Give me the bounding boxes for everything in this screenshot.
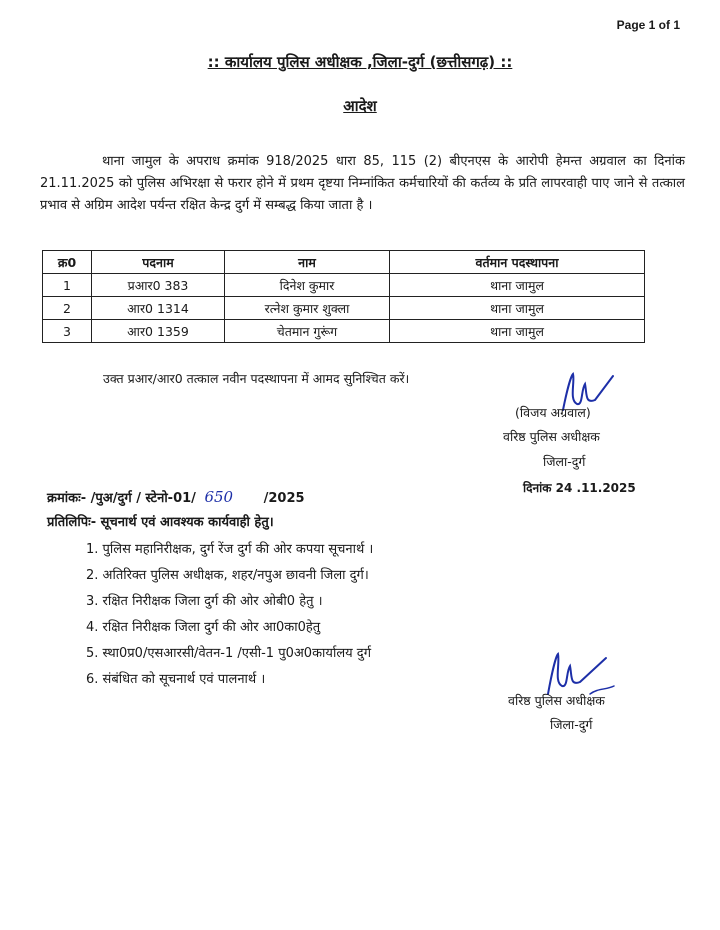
staff-table <box>42 250 645 343</box>
page-number: Page 1 of 1 <box>616 18 680 32</box>
reference-prefix: क्रमांकः- /पुअ/दुर्ग / स्टेनो-01/ <box>47 491 196 506</box>
list-item: 1. पुलिस महानिरीक्षक, दुर्ग रेंज दुर्ग की ओर कपया सूचनार्थ । <box>86 542 374 557</box>
cell-post: प्रआर0 383 <box>92 274 225 297</box>
order-date: दिनांक 24 .11.2025 <box>523 481 636 495</box>
cell-post: आर0 1359 <box>92 320 225 343</box>
header-post: पदनाम <box>92 251 225 274</box>
reference-handwritten-number: 650 <box>204 488 234 506</box>
cell-serial: 2 <box>43 297 92 320</box>
list-item: 3. रक्षित निरीक्षक जिला दुर्ग की ओर ओबी0 हेतु । <box>86 594 323 609</box>
table-row <box>43 274 645 297</box>
signatory-2-designation: वरिष्ठ पुलिस अधीक्षक <box>508 693 605 708</box>
cell-name: रत्नेश कुमार शुक्ला <box>225 297 390 320</box>
list-item: 2. अतिरिक्त पुलिस अधीक्षक, शहर/नपुअ छावनी जिला दुर्ग। <box>86 568 369 583</box>
signatory-designation: वरिष्ठ पुलिस अधीक्षक <box>503 429 600 444</box>
header-name: नाम <box>225 251 390 274</box>
copy-heading: प्रतिलिपिः- सूचनार्थ एवं आवश्यक कार्यवाही हेतु। <box>47 515 274 530</box>
signatory-name: (विजय अग्रवाल) <box>515 405 591 420</box>
copy-list <box>86 537 373 693</box>
cell-posting: थाना जामुल <box>390 274 645 297</box>
instruction-line: उक्त प्रआर/आर0 तत्काल नवीन पदस्थापना में आमद सुनिश्चित करें। <box>103 371 410 386</box>
cell-serial: 1 <box>43 274 92 297</box>
table-row <box>43 297 645 320</box>
cell-posting: थाना जामुल <box>390 320 645 343</box>
table-row <box>43 320 645 343</box>
table-header-row <box>43 251 645 274</box>
reference-number <box>47 488 305 506</box>
reference-suffix: /2025 <box>263 491 305 506</box>
header-posting: वर्तमान पदस्थापना <box>390 251 645 274</box>
cell-posting: थाना जामुल <box>390 297 645 320</box>
order-title: आदेश <box>343 97 377 115</box>
office-header: :: कार्यालय पुलिस अधीक्षक ,जिला-दुर्ग (छत्तीसगढ़) :: <box>207 53 513 71</box>
list-item: 5. स्था0प्र0/एसआरसी/वेतन-1 /एसी-1 पु0अ0कार्यालय दुर्ग <box>86 646 372 661</box>
cell-name: चेतमान गुरूंग <box>225 320 390 343</box>
list-item: 6. संबंधित को सूचनार्थ एवं पालनार्थ । <box>86 672 266 687</box>
cell-serial: 3 <box>43 320 92 343</box>
body-paragraph-text: थाना जामुल के अपराध क्रमांक 918/2025 धारा 85, 115 (2) बीएनएस के आरोपी हेमन्त अग्रवाल का दिनांक 21.11.2025 को पुलिस अभिरक्षा से फरार होने में प्रथम दृष्टया निम्नांकित कर्मचारियों की कर्तव्य के प्रति लापरवाही पाए जाने से तत्काल प्रभाव से अग्रिम आदेश पर्यन्त रक्षित केन्द्र दुर्ग में सम्बद्ध किया जाता है । <box>40 154 685 213</box>
signatory-district: जिला-दुर्ग <box>543 454 586 469</box>
cell-post: आर0 1314 <box>92 297 225 320</box>
body-paragraph <box>40 151 685 217</box>
list-item: 4. रक्षित निरीक्षक जिला दुर्ग की ओर आ0का0हेतु <box>86 620 321 635</box>
cell-name: दिनेश कुमार <box>225 274 390 297</box>
signatory-2-district: जिला-दुर्ग <box>550 717 593 732</box>
header-serial: क्र0 <box>43 251 92 274</box>
